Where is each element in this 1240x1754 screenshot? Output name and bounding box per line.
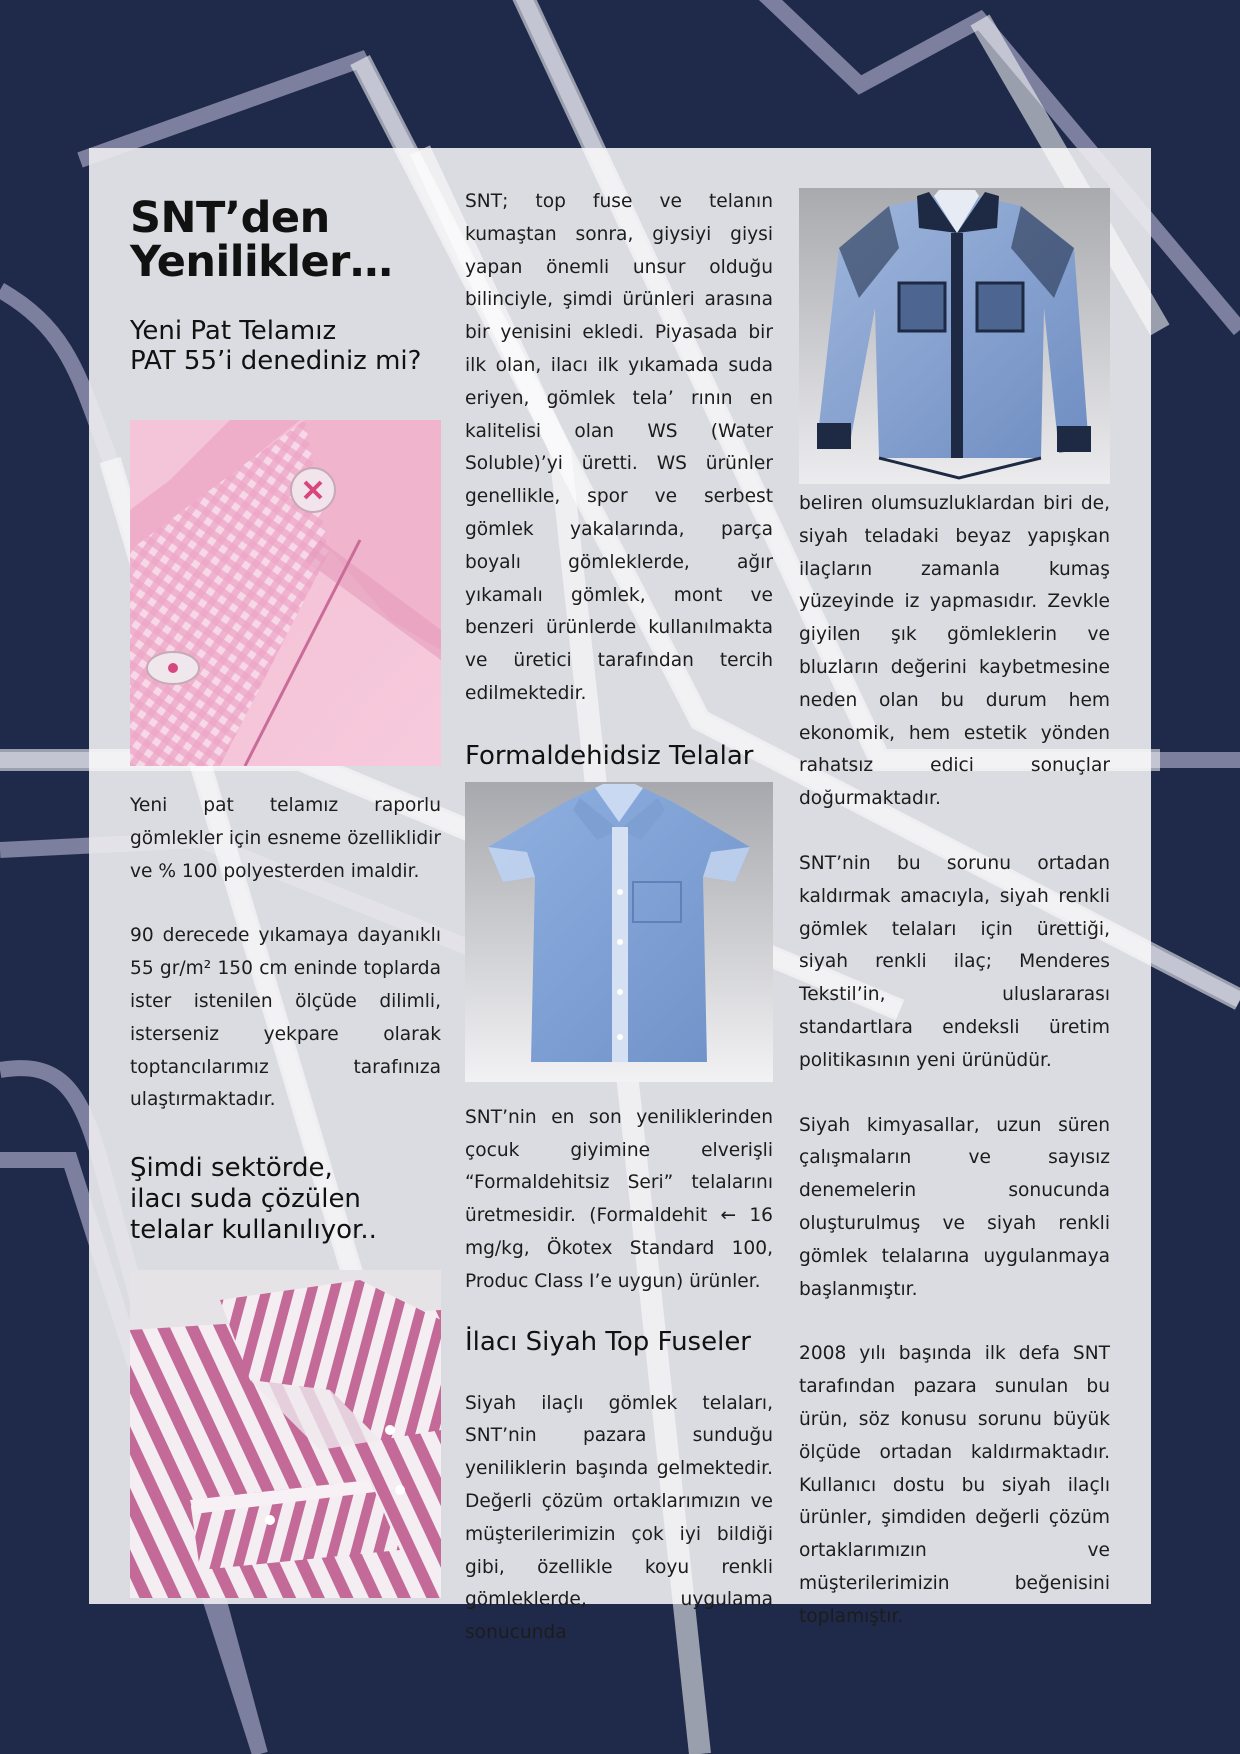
- subtitle-line-2: PAT 55’i denediniz mi?: [130, 346, 422, 376]
- pat55-specs: 90 derecede yıkamaya dayanıklı 55 gr/m² 150 cm eninde toplarda ister istenilen ölçüde dilimli, isterseniz yekpare olarak toptancılarımız tarafınıza ulaştırmaktadır.: [130, 925, 441, 1111]
- pink-collar-photo: [130, 420, 441, 766]
- ws-product-intro: SNT; top fuse ve telanın kumaştan sonra, giysiyi giysi yapan önemli unsur olduğu bilinciyle, şimdi ürünleri arasına bir yenisini ekledi. Piyasada bir ilk olan, ilacı ilk yıkamada suda eriyen, gömlek tela’ rının en kalitelisi olan WS (Water Soluble)’yi üretti. WS ürünler genellikle, spor ve serbest gömlek yakalarında, parça boyalı gömleklerde, ağır yıkamalı gömlek, mont ve benzeri ürünlerde kullanılmakta ve üretici tarafından tercih edilmektedir.: [465, 191, 773, 704]
- black-fusing-problem: beliren olumsuzluklardan biri de, siyah teladaki beyaz yapışkan ilaçların zamanla kumaş yüzeyinde iz yapmasıdır. Zevkle giyilen şık gömleklerin ve bluzların değerini kaybetmesine neden olan bu durum hem ekonomik, hem estetik yönden rahatsız edici sonuçlar doğurmaktadır.: [799, 493, 1110, 810]
- striped-shirt-photo: [130, 1270, 441, 1598]
- black-fusing-solution: SNT’nin bu sorunu ortadan kaldırmak amacıyla, siyah renkli gömlek telaları için ürettiği, siyah renkli ilaç; Menderes Tekstil’in, uluslararası standartlara endeksli üretim politikasının yeni ürünüdür.: [799, 852, 1110, 1071]
- product-launch-2008: 2008 yılı başında ilk defa SNT tarafından pazara sunulan bu ürün, söz konusu sorunu büyük ölçüde ortadan kaldırmaktadır. Kullanıcı dostu bu siyah ilaçlı ürünler, şimdiden değerli çözüm ortaklarımızın ve müşterilerimizin beğenisini toplamıştır.: [799, 1343, 1110, 1627]
- heading-line-1: Şimdi sektörde,: [130, 1153, 333, 1184]
- subtitle: [130, 316, 441, 376]
- kids-shirt-photo: [465, 782, 773, 1082]
- right-column: [799, 188, 1110, 1634]
- sheer-shirt-photo: [799, 188, 1110, 484]
- heading-line-3: telalar kullanılıyor..: [130, 1215, 377, 1246]
- page-title: [130, 193, 441, 287]
- left-column: [130, 193, 441, 1598]
- heading-line-2: ilacı suda çözülen: [130, 1184, 361, 1215]
- formaldehyde-free-description: SNT’nin en son yeniliklerinden çocuk giyimine elverişli “Formaldehitsiz Seri” telalarını üretmesidir. (Formaldehit ← 16 mg/kg, Ökotex Standard 100, Produc Class I’e uygun) ürünler.: [465, 1106, 773, 1292]
- section-heading-formaldehyde-free: Formaldehidsiz Telalar: [465, 740, 754, 771]
- title-line-2: Yenilikler…: [130, 237, 393, 287]
- black-fusing-intro: Siyah ilaçlı gömlek telaları, SNT’nin pazara sunduğu yeniliklerin başında gelmektedir. Değerli çözüm ortaklarımızın ve müşterilerimizin çok iyi bildiği gibi, özellikle koyu renkli gömleklerde, uygulama sonucunda: [465, 1392, 773, 1644]
- middle-column: [465, 186, 773, 1650]
- black-chemicals-description: Siyah kimyasallar, uzun süren çalışmaların ve sayısız denemelerin sonucunda oluşturulmuş ve siyah renkli gömlek telalarına uygulanmaya başlanmıştır.: [799, 1114, 1110, 1300]
- pat55-description: Yeni pat telamız raporlu gömlekler için esneme özelliklidir ve % 100 polyesterden imaldir.: [130, 795, 441, 882]
- subtitle-line-1: Yeni Pat Telamız: [130, 316, 337, 346]
- section-heading-water-soluble: [130, 1153, 441, 1246]
- section-heading-black-fusing: İlacı Siyah Top Fuseler: [465, 1326, 751, 1357]
- title-line-1: SNT’den: [130, 193, 330, 243]
